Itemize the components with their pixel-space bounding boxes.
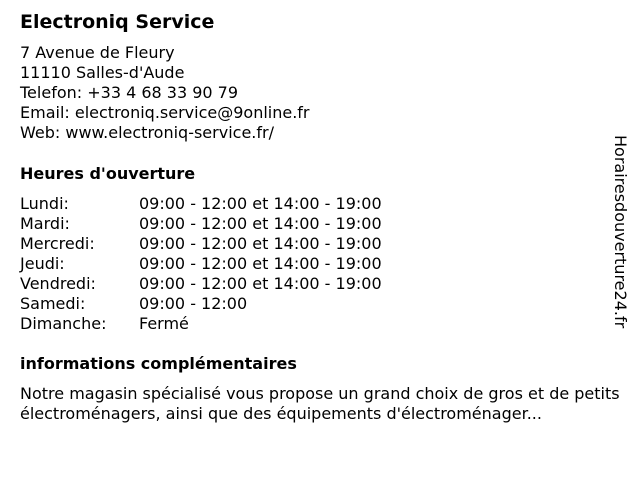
day-label: Dimanche:: [20, 314, 107, 333]
website-url: Web: www.electroniq-service.fr/: [20, 123, 274, 142]
contact-block: [20, 43, 310, 143]
day-hours: 09:00 - 12:00: [139, 294, 248, 313]
phone-number: Telefon: +33 4 68 33 90 79: [20, 83, 239, 102]
day-hours: 09:00 - 12:00 et 14:00 - 19:00: [139, 274, 382, 293]
address-line-2: 11110 Salles-d'Aude: [20, 63, 185, 82]
day-label: Lundi:: [20, 194, 69, 213]
day-label: Vendredi:: [20, 274, 96, 293]
site-watermark: Horairesdouverture24.fr: [611, 135, 630, 329]
store-name: Electroniq Service: [20, 11, 215, 33]
day-hours: 09:00 - 12:00 et 14:00 - 19:00: [139, 254, 382, 273]
day-hours: Fermé: [139, 314, 189, 333]
day-label: Jeudi:: [20, 254, 65, 273]
additional-info-heading: informations complémentaires: [20, 354, 297, 373]
day-label: Mardi:: [20, 214, 70, 233]
day-label: Samedi:: [20, 294, 86, 313]
opening-hours-heading: Heures d'ouverture: [20, 164, 196, 183]
day-hours: 09:00 - 12:00 et 14:00 - 19:00: [139, 234, 382, 253]
day-hours: 09:00 - 12:00 et 14:00 - 19:00: [139, 194, 382, 213]
email-address: Email: electroniq.service@9online.fr: [20, 103, 310, 122]
day-label: Mercredi:: [20, 234, 95, 253]
address-line-1: 7 Avenue de Fleury: [20, 43, 175, 62]
store-description: Notre magasin spécialisé vous propose un grand choix de gros et de petits électroménagers, ainsi que des équipements d'électroménager...: [20, 384, 620, 423]
day-hours: 09:00 - 12:00 et 14:00 - 19:00: [139, 214, 382, 233]
